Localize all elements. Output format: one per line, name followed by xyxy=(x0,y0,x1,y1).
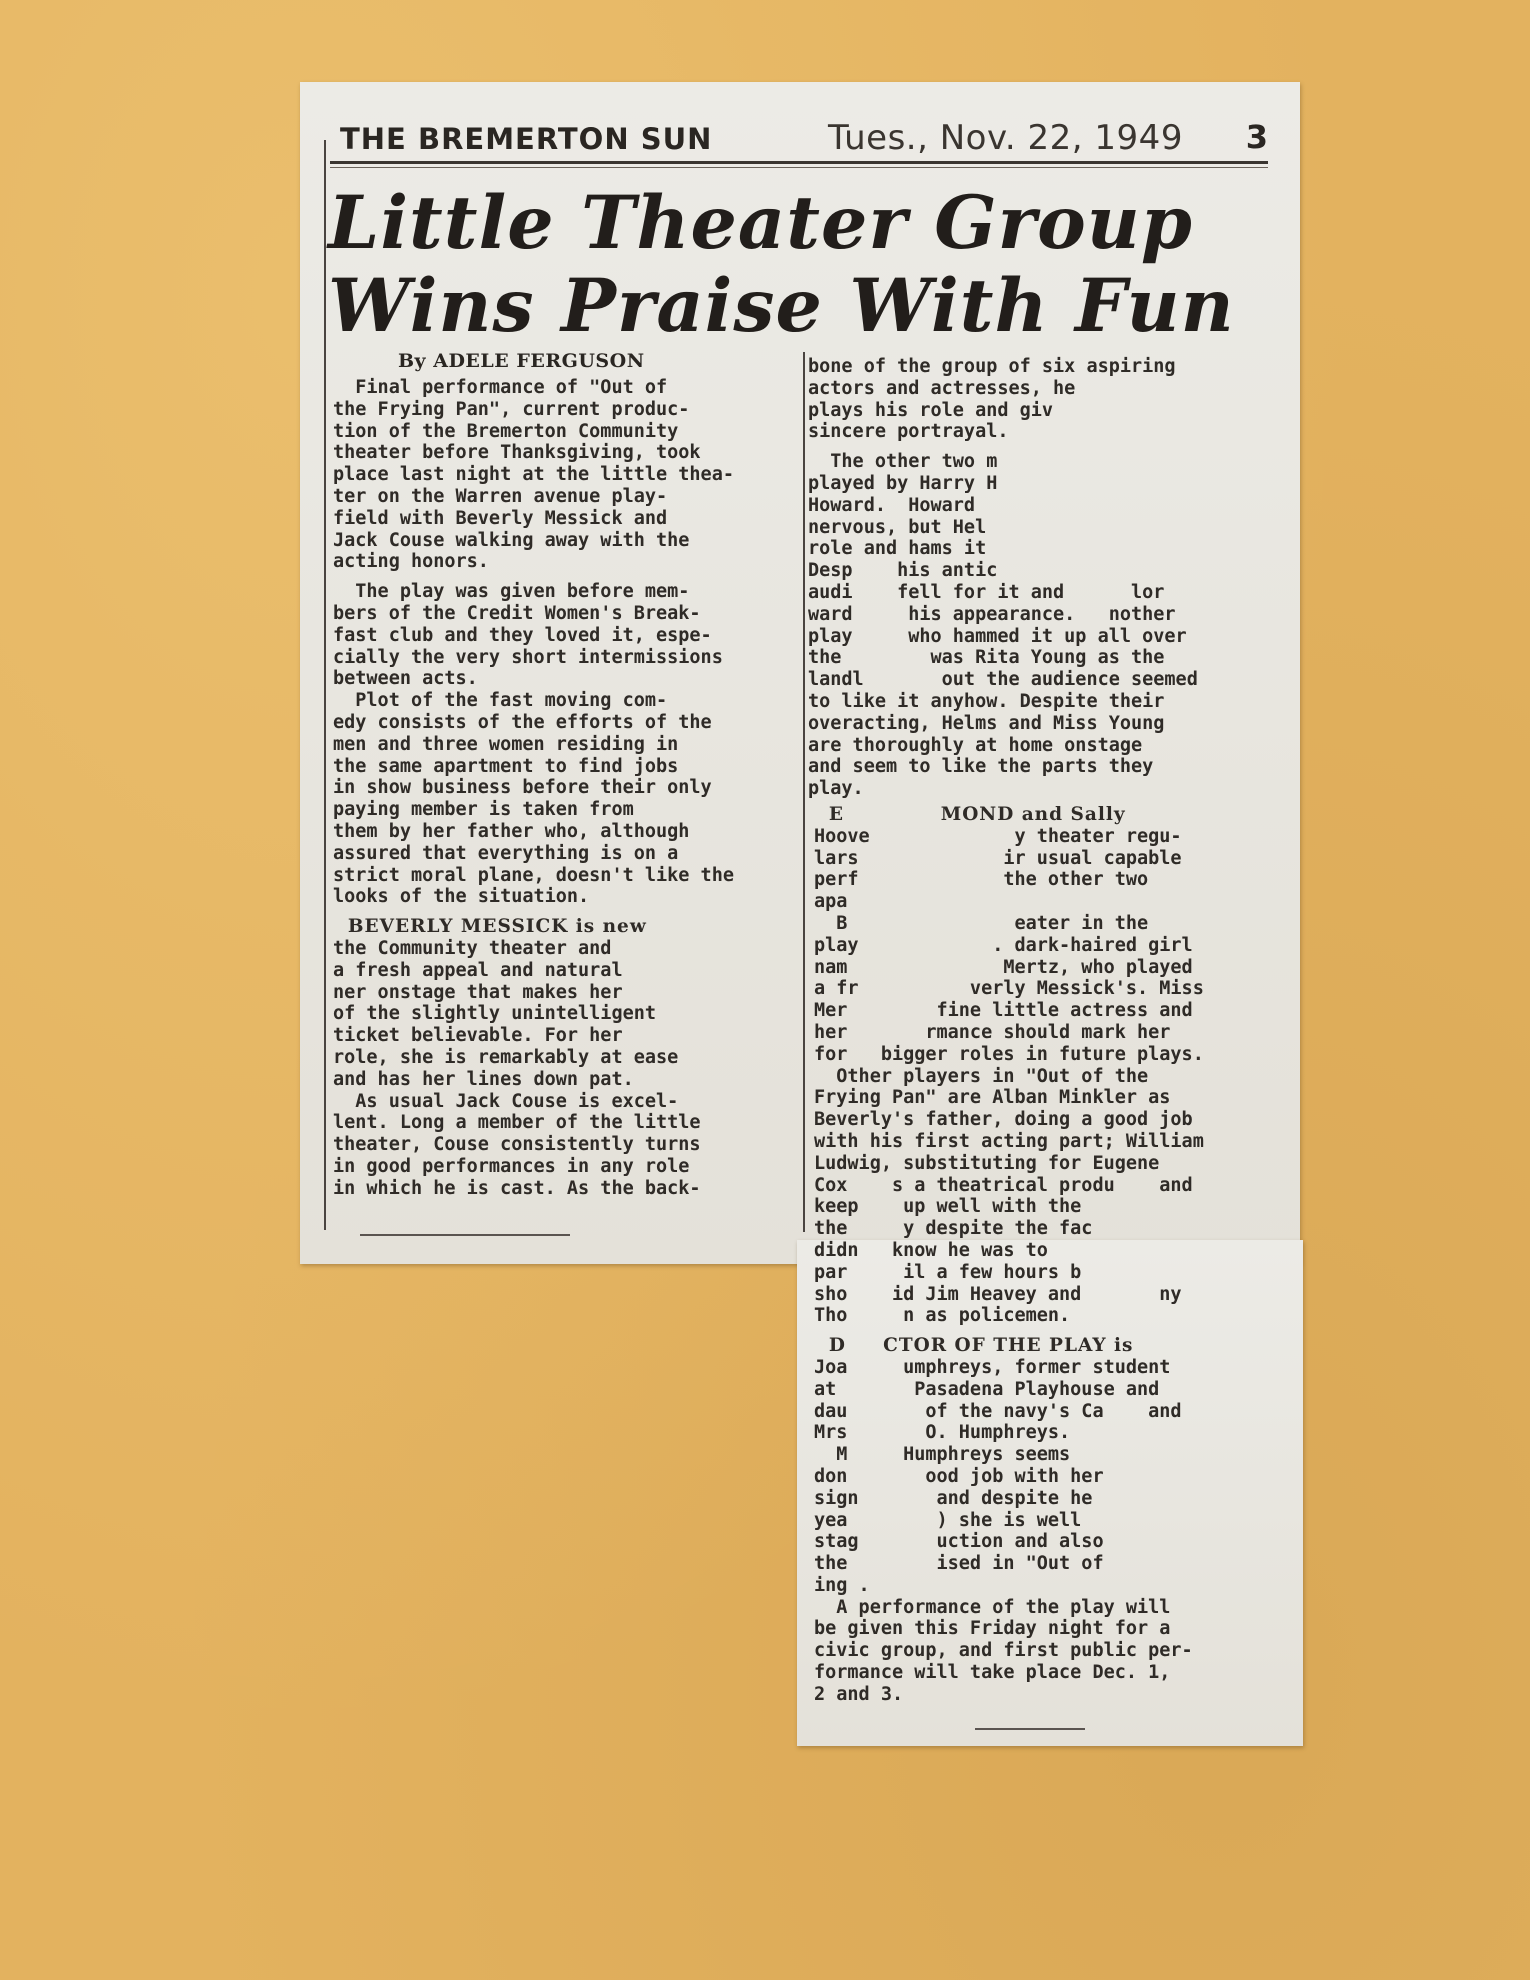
article-line: theater, Couse consistently turns xyxy=(333,1134,701,1156)
article-line: to like it anyhow. Despite their xyxy=(808,690,1165,712)
article-line: a fr verly Messick's. Miss xyxy=(814,978,1204,1000)
article-line: with his first acting part; William xyxy=(814,1130,1204,1152)
article-line: stag uction and also xyxy=(814,1531,1104,1553)
article-line: field with Beverly Messick and xyxy=(333,507,668,529)
article-line: Mer fine little actress and xyxy=(814,1000,1193,1022)
article-line: bone of the group of six aspiring xyxy=(808,356,1176,377)
article-line: nam Mertz, who played xyxy=(814,956,1193,978)
newspaper-name: THE BREMERTON SUN xyxy=(340,122,713,156)
article-line: strict moral plane, doesn't like the xyxy=(333,864,734,886)
article-line: sincere portrayal. xyxy=(808,421,1009,443)
article-line: the Frying Pan", current produc- xyxy=(333,398,690,420)
article-line: lars ir usual capable xyxy=(814,847,1182,869)
article-line: plays his role and giv xyxy=(808,399,1054,421)
article-line: actors and actresses, he xyxy=(808,377,1076,399)
left-margin-rule xyxy=(324,140,326,1230)
article-line: Plot of the fast moving com- xyxy=(333,690,668,712)
article-line: between acts. xyxy=(333,668,478,690)
article-line: play. xyxy=(808,778,864,800)
article-line: played by Harry H xyxy=(808,472,998,494)
masthead-rule-thin xyxy=(330,167,1268,168)
article-line: the was Rita Young as the xyxy=(808,647,1165,669)
paragraph-gap xyxy=(814,1327,1276,1335)
article-line: Howard. Howard xyxy=(808,494,976,516)
article-line: cially the very short intermissions xyxy=(333,646,723,668)
article-line: role and hams it xyxy=(808,538,987,560)
article-line: theater before Thanksgiving, took xyxy=(333,442,701,464)
article-line: and has her lines down pat. xyxy=(333,1068,634,1090)
article-line: ing . xyxy=(814,1574,870,1596)
article-line: Cox s a theatrical produ and xyxy=(814,1174,1193,1196)
article-line: sho id Jim Heavey and ny xyxy=(814,1283,1182,1305)
masthead-rule xyxy=(330,161,1268,164)
article-line: are thoroughly at home onstage xyxy=(808,734,1143,756)
article-line: tion of the Bremerton Community xyxy=(333,420,679,442)
article-line: don ood job with her xyxy=(814,1465,1104,1487)
article-line: in good performances in any role xyxy=(333,1155,690,1177)
article-line: the same apartment to find jobs xyxy=(333,755,679,777)
article-line: looks of the situation. xyxy=(333,886,590,908)
article-line: fast club and they loved it, espe- xyxy=(333,624,712,646)
article-line: ner onstage that makes her xyxy=(333,981,623,1003)
article-line: M Humphreys seems xyxy=(814,1444,1071,1466)
article-line: Joa umphreys, former student xyxy=(814,1356,1171,1378)
article-line: Desp his antic xyxy=(808,560,998,582)
article-line: for bigger roles in future plays. xyxy=(814,1043,1204,1065)
article-line: yea ) she is well xyxy=(814,1509,1082,1531)
paragraph-gap xyxy=(808,443,1274,451)
article-line: The other two m xyxy=(808,451,998,473)
article-line: acting honors. xyxy=(333,551,489,573)
article-line: assured that everything is on a xyxy=(333,842,679,864)
article-line: formance will take place Dec. 1, xyxy=(814,1662,1171,1684)
article-column-right-top xyxy=(808,356,1274,800)
article-line: play . dark-haired girl xyxy=(814,934,1193,956)
article-line: Frying Pan" are Alban Minkler as xyxy=(814,1087,1171,1109)
article-line: Mrs O. Humphreys. xyxy=(814,1422,1071,1444)
article-line: 2 and 3. xyxy=(814,1683,904,1705)
article-line: apa xyxy=(814,891,848,913)
article-line: in show business before their only xyxy=(333,777,712,799)
article-end-rule xyxy=(975,1728,1085,1730)
article-line: Other players in "Out of the xyxy=(814,1065,1149,1087)
article-line: sign and despite he xyxy=(814,1487,1093,1509)
article-line: overacting, Helms and Miss Young xyxy=(808,712,1165,734)
article-line: B eater in the xyxy=(814,912,1149,934)
article-line: her rmance should mark her xyxy=(814,1021,1171,1043)
article-line: D CTOR OF THE PLAY is xyxy=(814,1335,1134,1357)
headline-line-1: Little Theater Group xyxy=(328,180,1193,266)
article-line: bers of the Credit Women's Break- xyxy=(333,602,701,624)
article-line: E MOND and Sally xyxy=(814,804,1126,825)
article-line: Beverly's father, doing a good job xyxy=(814,1109,1193,1131)
article-line: A performance of the play will xyxy=(814,1596,1171,1618)
article-line: paying member is taken from xyxy=(333,799,634,821)
article-column-left xyxy=(333,377,801,1199)
article-line: dau of the navy's Ca and xyxy=(814,1400,1182,1422)
article-line: Jack Couse walking away with the xyxy=(333,529,690,551)
article-line: edy consists of the efforts of the xyxy=(333,711,712,733)
article-line: in which he is cast. As the back- xyxy=(333,1177,701,1199)
article-line: Final performance of "Out of xyxy=(333,377,668,398)
page-number: 3 xyxy=(1245,118,1268,156)
publication-date: Tues., Nov. 22, 1949 xyxy=(828,118,1183,158)
article-line: par il a few hours b xyxy=(814,1261,1082,1283)
article-column-right-bottom xyxy=(814,804,1276,1706)
article-line: the Community theater and xyxy=(333,937,612,959)
article-line: ter on the Warren avenue play- xyxy=(333,485,668,507)
article-line: at Pasadena Playhouse and xyxy=(814,1378,1160,1400)
article-line: role, she is remarkably at ease xyxy=(333,1046,679,1068)
article-line: BEVERLY MESSICK is new xyxy=(333,916,647,938)
article-line: landl out the audience seemed xyxy=(808,669,1198,691)
article-line: the ised in "Out of xyxy=(814,1553,1104,1575)
article-line: them by her father who, although xyxy=(333,820,690,842)
article-line: play who hammed it up all over xyxy=(808,625,1187,647)
article-line: perf the other two xyxy=(814,869,1149,891)
article-line: Tho n as policemen. xyxy=(814,1305,1071,1327)
column-divider-rule xyxy=(803,352,805,1232)
article-line: nervous, but Hel xyxy=(808,516,987,538)
headline-line-2: Wins Praise With Fun xyxy=(328,263,1235,349)
article-line: lent. Long a member of the little xyxy=(333,1112,701,1134)
article-line: audi fell for it and lor xyxy=(808,581,1165,603)
article-line: a fresh appeal and natural xyxy=(333,959,623,981)
masthead xyxy=(340,118,1268,162)
article-line: ward his appearance. nother xyxy=(808,603,1176,625)
article-line: ticket believable. For her xyxy=(333,1025,623,1047)
article-line: Hoove y theater regu- xyxy=(814,825,1182,847)
article-line: civic group, and first public per- xyxy=(814,1640,1193,1662)
article-line: be given this Friday night for a xyxy=(814,1618,1171,1640)
article-line: and seem to like the parts they xyxy=(808,756,1154,778)
article-line: keep up well with the xyxy=(814,1196,1082,1218)
article-line: didn know he was to xyxy=(814,1239,1048,1261)
column-end-rule xyxy=(360,1234,570,1236)
article-line: the y despite the fac xyxy=(814,1218,1093,1240)
article-line: The play was given before mem- xyxy=(333,581,690,603)
article-line: men and three women residing in xyxy=(333,733,679,755)
article-line: Ludwig, substituting for Eugene xyxy=(814,1152,1160,1174)
article-line: As usual Jack Couse is excel- xyxy=(333,1090,679,1112)
paragraph-gap xyxy=(333,908,801,916)
byline: By ADELE FERGUSON xyxy=(398,350,645,372)
article-line: of the slightly unintelligent xyxy=(333,1003,657,1025)
article-line: place last night at the little thea- xyxy=(333,464,734,486)
paragraph-gap xyxy=(333,573,801,581)
